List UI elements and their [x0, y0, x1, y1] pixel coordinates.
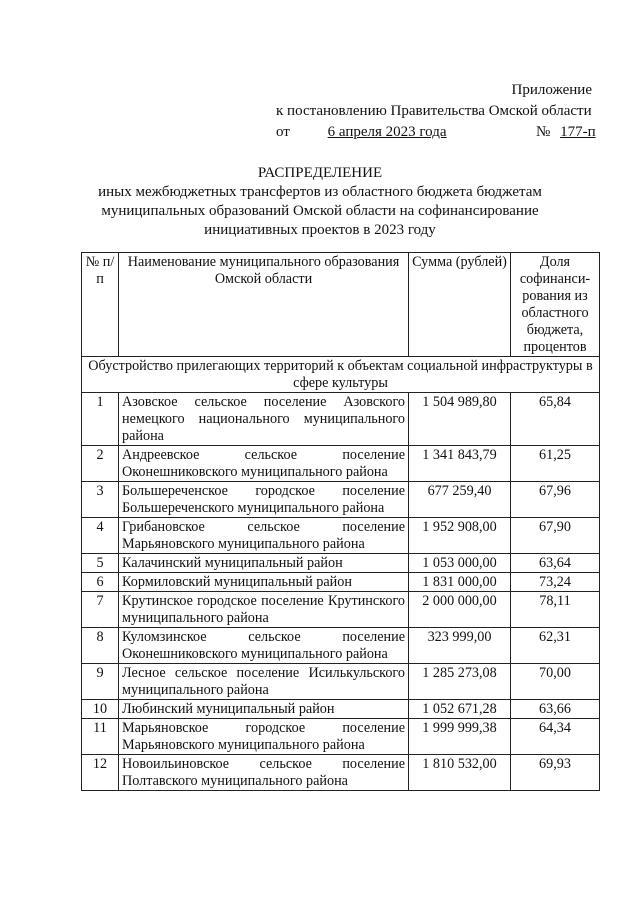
row-num: 12	[82, 755, 119, 791]
row-share: 70,00	[511, 664, 600, 700]
row-num: 1	[82, 393, 119, 446]
row-sum: 677 259,40	[409, 482, 511, 518]
row-sum: 1 341 843,79	[409, 446, 511, 482]
row-share: 65,84	[511, 393, 600, 446]
header-share: Доля софинанси-рования из областного бюджета, процентов	[511, 253, 600, 357]
row-sum: 1 053 000,00	[409, 554, 511, 573]
row-name: Любинский муниципальный район	[119, 700, 409, 719]
row-name: Новоильиновское сельское поселение Полтавского муниципального района	[119, 755, 409, 791]
row-share: 67,90	[511, 518, 600, 554]
table-row	[82, 628, 600, 664]
row-num: 2	[82, 446, 119, 482]
row-sum: 1 285 273,08	[409, 664, 511, 700]
from-label: от	[276, 124, 290, 140]
appendix-block	[276, 80, 606, 143]
row-share: 67,96	[511, 482, 600, 518]
title-line-3: инициативных проектов в 2023 году	[204, 222, 436, 238]
row-share: 61,25	[511, 446, 600, 482]
table-row	[82, 393, 600, 446]
row-sum: 1 831 000,00	[409, 573, 511, 592]
row-name: Кормиловский муниципальный район	[119, 573, 409, 592]
row-name: Андреевское сельское поселение Оконешниковского муниципального района	[119, 446, 409, 482]
row-sum: 1 504 989,80	[409, 393, 511, 446]
distribution-table	[81, 252, 600, 791]
number-label: №	[536, 124, 551, 140]
row-name: Крутинское городское поселение Крутинского муниципального района	[119, 592, 409, 628]
row-name: Лесное сельское поселение Исилькульского муниципального района	[119, 664, 409, 700]
row-share: 69,93	[511, 755, 600, 791]
appendix-title: Приложение	[511, 82, 592, 98]
document-title	[80, 164, 560, 240]
table-row	[82, 573, 600, 592]
row-share: 78,11	[511, 592, 600, 628]
resolution-date: 6 апреля 2023 года	[327, 124, 447, 140]
row-num: 6	[82, 573, 119, 592]
section-title: Обустройство прилегающих территорий к объектам социальной инфраструктуры в сфере культуры	[82, 357, 600, 393]
row-name: Марьяновское городское поселение Марьяновского муниципального района	[119, 719, 409, 755]
table-row	[82, 719, 600, 755]
title-line-2: муниципальных образований Омской области на софинансирование	[101, 203, 539, 219]
row-sum: 1 810 532,00	[409, 755, 511, 791]
table-row	[82, 554, 600, 573]
row-share: 63,66	[511, 700, 600, 719]
row-name: Калачинский муниципальный район	[119, 554, 409, 573]
row-sum: 1 052 671,28	[409, 700, 511, 719]
title-heading: РАСПРЕДЕЛЕНИЕ	[257, 165, 383, 181]
row-num: 11	[82, 719, 119, 755]
row-sum: 1 999 999,38	[409, 719, 511, 755]
row-share: 63,64	[511, 554, 600, 573]
row-name: Куломзинское сельское поселение Оконешниковского муниципального района	[119, 628, 409, 664]
row-share: 62,31	[511, 628, 600, 664]
resolution-number: 177-п	[560, 124, 596, 140]
row-num: 4	[82, 518, 119, 554]
row-num: 10	[82, 700, 119, 719]
title-line-1: иных межбюджетных трансфертов из областного бюджета бюджетам	[98, 184, 542, 200]
row-share: 73,24	[511, 573, 600, 592]
table-row	[82, 664, 600, 700]
table-row	[82, 755, 600, 791]
header-name: Наименование муниципального образования Омской области	[119, 253, 409, 357]
section-row	[82, 357, 600, 393]
row-name: Грибановское сельское поселение Марьяновского муниципального района	[119, 518, 409, 554]
row-num: 9	[82, 664, 119, 700]
table-row	[82, 518, 600, 554]
table-header-row	[82, 253, 600, 357]
row-name: Большереченское городское поселение Большереченского муниципального района	[119, 482, 409, 518]
row-num: 3	[82, 482, 119, 518]
appendix-date-line	[276, 122, 606, 143]
table-row	[82, 592, 600, 628]
header-sum: Сумма (рублей)	[409, 253, 511, 357]
row-sum: 2 000 000,00	[409, 592, 511, 628]
row-sum: 1 952 908,00	[409, 518, 511, 554]
appendix-resolution: к постановлению Правительства Омской области	[276, 103, 592, 119]
row-num: 8	[82, 628, 119, 664]
row-num: 7	[82, 592, 119, 628]
row-share: 64,34	[511, 719, 600, 755]
table-row	[82, 482, 600, 518]
row-sum: 323 999,00	[409, 628, 511, 664]
table-row	[82, 446, 600, 482]
table-row	[82, 700, 600, 719]
header-num: № п/п	[82, 253, 119, 357]
row-num: 5	[82, 554, 119, 573]
row-name: Азовское сельское поселение Азовского немецкого национального муниципального района	[119, 393, 409, 446]
